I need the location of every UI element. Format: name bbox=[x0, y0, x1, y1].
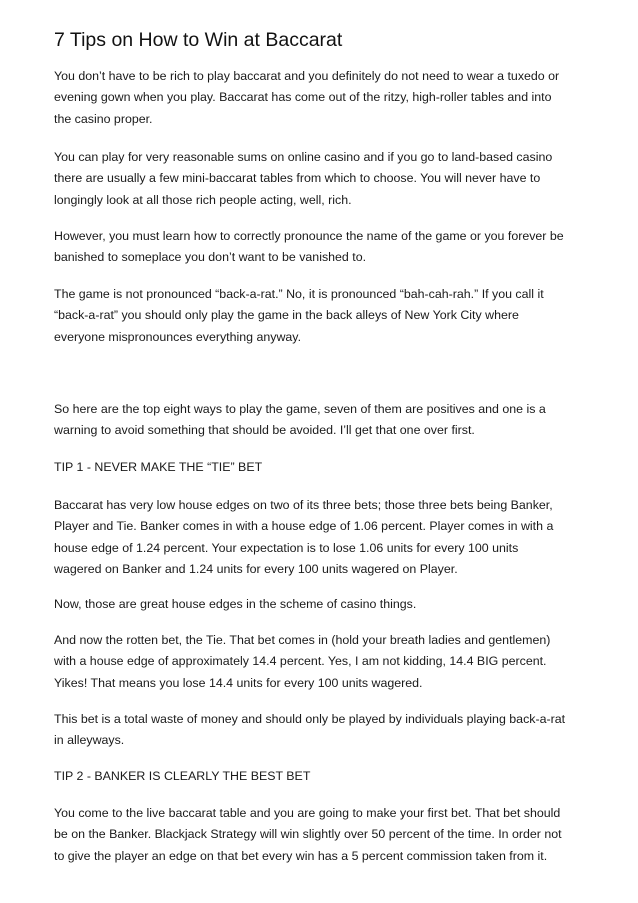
text-line: You can play for very reasonable sums on online casino and if you go to land-based casino bbox=[54, 150, 553, 164]
text-line: Yikes! That means you lose 14.4 units for every 100 units wagered. bbox=[54, 675, 423, 690]
text-line: everyone mispronounces everything anyway. bbox=[54, 329, 302, 344]
text-line: So here are the top eight ways to play the game, seven of them are positives and one is a bbox=[54, 402, 546, 416]
text-line: Player and Tie. Banker comes in with a house edge of 1.06 percent. Player comes in with a bbox=[54, 519, 554, 534]
text-line: with a house edge of approximately 14.4 percent. Yes, I am not kidding, 14.4 BIG percent. bbox=[54, 654, 547, 669]
text-line: The game is not pronounced “back-a-rat.” No, it is pronounced “bah-cah-rah.” If you call it bbox=[54, 287, 544, 301]
paragraph-house-edges bbox=[54, 495, 553, 580]
text-line: longingly look at all those rich people acting, well, rich. bbox=[54, 192, 352, 207]
paragraph-pronounce bbox=[54, 226, 564, 269]
text-line: warning to avoid something that should be avoided. I’ll get that one over first. bbox=[54, 423, 475, 438]
text-line: Now, those are great house edges in the scheme of casino things. bbox=[54, 597, 417, 611]
text-line: And now the rotten bet, the Tie. That bet comes in (hold your breath ladies and gentlemen) bbox=[54, 633, 551, 647]
paragraph-waste-of-money bbox=[54, 709, 565, 752]
text-line: in alleyways. bbox=[54, 733, 125, 748]
paragraph-tie-bet bbox=[54, 630, 550, 694]
text-line: house edge of 1.24 percent. Your expectation is to lose 1.06 units for every 100 units bbox=[54, 540, 519, 555]
text-line: This bet is a total waste of money and should only be played by individuals playing back-a-rat bbox=[54, 712, 566, 726]
page-title: 7 Tips on How to Win at Baccarat bbox=[54, 29, 343, 51]
text-line: banished to someplace you don’t want to be vanished to. bbox=[54, 250, 367, 265]
paragraph-top-eight bbox=[54, 399, 546, 442]
text-line: the casino proper. bbox=[54, 111, 153, 126]
paragraph-online-casino bbox=[54, 147, 552, 211]
text-line: “back-a-rat” you should only play the game in the back alleys of New York City where bbox=[54, 308, 519, 323]
paragraph-great-edges bbox=[54, 594, 416, 615]
text-line: TIP 1 - NEVER MAKE THE “TIE” BET bbox=[54, 460, 263, 474]
text-line: there are usually a few mini-baccarat tables from which to choose. You will never have to bbox=[54, 171, 541, 186]
text-line: be on the Banker. Blackjack Strategy will win slightly over 50 percent of the time. In order not bbox=[54, 827, 562, 842]
paragraph-banker-bet bbox=[54, 803, 562, 867]
paragraph-intro bbox=[54, 66, 559, 130]
text-line: to give the player an edge on that bet every win has a 5 percent commission taken from it. bbox=[54, 848, 548, 863]
text-line: Baccarat has very low house edges on two of its three bets; those three bets being Banker, bbox=[54, 498, 553, 512]
text-line: wagered on Banker and 1.24 units for every 100 units wagered on Player. bbox=[54, 561, 458, 576]
tip-1-heading bbox=[54, 457, 262, 478]
text-line: TIP 2 - BANKER IS CLEARLY THE BEST BET bbox=[54, 769, 311, 783]
text-line: You come to the live baccarat table and you are going to make your first bet. That bet should bbox=[54, 806, 561, 820]
tip-2-heading bbox=[54, 766, 310, 787]
paragraph-back-a-rat bbox=[54, 284, 544, 348]
text-line: You don’t have to be rich to play baccarat and you definitely do not need to wear a tuxedo or bbox=[54, 69, 560, 83]
text-line: However, you must learn how to correctly pronounce the name of the game or you forever be bbox=[54, 229, 564, 243]
text-line: evening gown when you play. Baccarat has come out of the ritzy, high-roller tables and into bbox=[54, 90, 552, 105]
